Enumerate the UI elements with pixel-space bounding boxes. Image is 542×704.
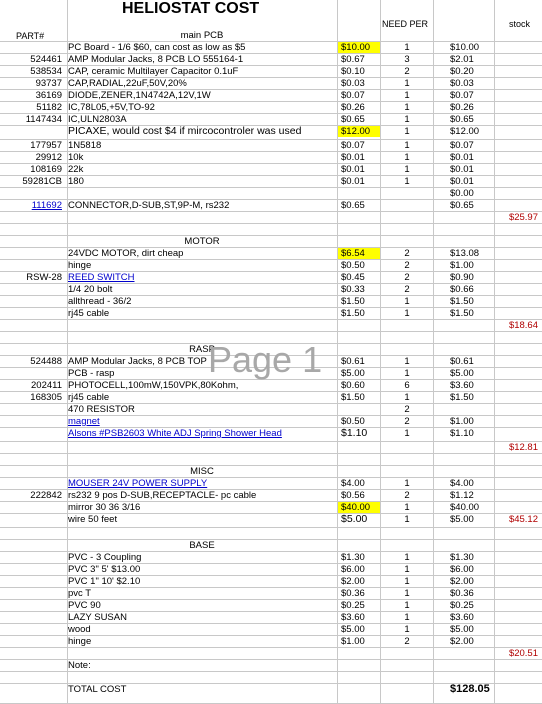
- quantity-cell: 1: [404, 392, 410, 403]
- description-cell: wood: [68, 624, 91, 635]
- table-row: [0, 224, 542, 236]
- quantity-cell: 1: [404, 588, 410, 599]
- table-row: [0, 176, 542, 188]
- table-row: [0, 612, 542, 624]
- unit-price-cell: $0.50: [341, 260, 365, 271]
- description-cell: 22k: [68, 164, 84, 175]
- part-number-cell: 36169: [35, 90, 62, 101]
- need-per-header: NEED PER: [382, 19, 429, 29]
- unit-price-cell: $1.50: [341, 392, 365, 403]
- quantity-cell: 1: [404, 102, 410, 113]
- unit-price-cell: $1.00: [341, 636, 365, 647]
- line-total-cell: $0.01: [450, 164, 474, 175]
- table-row: [0, 514, 542, 528]
- line-total-cell: $4.00: [450, 478, 474, 489]
- line-total-cell: $40.00: [450, 502, 480, 513]
- unit-price-cell: $0.07: [341, 140, 365, 151]
- line-total-cell: $128.05: [450, 684, 490, 695]
- table-row: [0, 188, 542, 200]
- quantity-cell: 2: [404, 272, 410, 283]
- section-title: MOTOR: [184, 236, 220, 247]
- quantity-cell: 1: [404, 164, 410, 175]
- line-total-cell: $13.08: [450, 248, 480, 259]
- unit-price-cell: $10.00: [338, 42, 380, 53]
- line-total-cell: $2.00: [450, 636, 474, 647]
- description-cell: LAZY SUSAN: [68, 612, 127, 623]
- line-total-cell: $1.10: [450, 428, 474, 439]
- quantity-cell: 1: [404, 140, 410, 151]
- description-cell: 1/4 20 bolt: [68, 284, 113, 295]
- table-row: [0, 416, 542, 428]
- table-row: [0, 442, 542, 454]
- part-number-cell: 524488: [30, 356, 62, 367]
- description-cell: TOTAL COST: [68, 684, 127, 695]
- quantity-cell: 2: [404, 248, 410, 259]
- quantity-cell: 2: [404, 636, 410, 647]
- description-cell: MOUSER 24V POWER SUPPLY: [68, 478, 208, 489]
- line-total-cell: $5.00: [450, 514, 474, 525]
- part-number-cell: 1147434: [25, 114, 62, 125]
- description-cell: CONNECTOR,D-SUB,ST,9P-M, rs232: [68, 200, 230, 211]
- table-row: [0, 102, 542, 114]
- part-number-cell: 59281CB: [22, 176, 62, 187]
- table-row: [0, 114, 542, 126]
- table-row: [0, 648, 542, 660]
- part-number-cell: 202411: [31, 380, 62, 391]
- unit-price-cell: $0.60: [341, 380, 365, 391]
- quantity-cell: 1: [404, 114, 410, 125]
- table-row: [0, 392, 542, 404]
- description-cell: Alsons #PSB2603 White ADJ Spring Shower Head: [68, 428, 282, 439]
- table-row: [0, 636, 542, 648]
- table-row: [0, 308, 542, 320]
- description-cell: 1N5818: [68, 140, 102, 151]
- table-row: [0, 66, 542, 78]
- unit-price-cell: $0.25: [341, 600, 365, 611]
- quantity-cell: 1: [404, 126, 410, 137]
- subtotal-cell: $20.51: [508, 648, 538, 659]
- table-row: [0, 428, 542, 442]
- table-row: [0, 672, 542, 684]
- unit-price-cell: $3.60: [341, 612, 365, 623]
- unit-price-cell: $0.56: [341, 490, 365, 501]
- table-row: [0, 660, 542, 672]
- quantity-cell: 1: [404, 152, 410, 163]
- subtotal-cell: $12.81: [508, 442, 538, 453]
- line-total-cell: $10.00: [450, 42, 480, 53]
- table-row: [0, 212, 542, 224]
- line-total-cell: $2.01: [450, 54, 474, 65]
- page-watermark: Page 1: [208, 339, 323, 380]
- quantity-cell: 2: [404, 416, 410, 427]
- unit-price-cell: $0.01: [341, 164, 365, 175]
- part-number-header: PART#: [16, 31, 45, 41]
- unit-price-cell: $0.45: [341, 272, 365, 283]
- quantity-cell: 1: [404, 78, 410, 89]
- stock-header: stock: [509, 19, 531, 29]
- table-row: [0, 404, 542, 416]
- line-total-cell: $0.01: [450, 152, 474, 163]
- description-cell: wire 50 feet: [68, 514, 118, 525]
- table-row: [0, 140, 542, 152]
- table-row: [0, 564, 542, 576]
- description-cell: PCB - rasp: [68, 368, 115, 379]
- line-total-cell: $1.12: [450, 490, 474, 501]
- quantity-cell: 1: [404, 514, 410, 525]
- quantity-cell: 1: [404, 576, 410, 587]
- table-row: [0, 684, 542, 704]
- description-cell: allthread - 36/2: [68, 296, 132, 307]
- unit-price-cell: $0.61: [341, 356, 365, 367]
- section-title: main PCB: [180, 30, 224, 41]
- subtotal-cell: $18.64: [508, 320, 538, 331]
- section-title: MISC: [190, 466, 214, 477]
- quantity-cell: 1: [404, 624, 410, 635]
- section-title: RASP: [189, 344, 215, 355]
- table-row: [0, 296, 542, 308]
- description-cell: IC,ULN2803A: [68, 114, 127, 125]
- description-cell: 470 RESISTOR: [68, 404, 135, 415]
- line-total-cell: $5.00: [450, 368, 474, 379]
- subtotal-cell: $25.97: [508, 212, 538, 223]
- quantity-cell: 1: [404, 356, 410, 367]
- table-row: [0, 54, 542, 66]
- unit-price-cell: $0.26: [341, 102, 365, 113]
- table-row: [0, 320, 542, 332]
- quantity-cell: 1: [404, 308, 410, 319]
- table-row: [0, 478, 542, 490]
- description-cell: 24VDC MOTOR, dirt cheap: [68, 248, 184, 259]
- quantity-cell: 2: [404, 260, 410, 271]
- unit-price-cell: $1.50: [341, 296, 365, 307]
- part-number-cell: 524461: [30, 54, 62, 65]
- section-header-row: [0, 540, 542, 552]
- unit-price-cell: $6.54: [338, 248, 380, 259]
- quantity-cell: 1: [404, 90, 410, 101]
- line-total-cell: $0.65: [450, 200, 474, 211]
- unit-price-cell: $0.50: [341, 416, 365, 427]
- description-cell: rj45 cable: [68, 308, 110, 319]
- description-cell: PVC 3" 5' $13.00: [68, 564, 141, 575]
- unit-price-cell: $0.65: [341, 114, 365, 125]
- line-total-cell: $0.90: [450, 272, 474, 283]
- quantity-cell: 1: [404, 600, 410, 611]
- table-row: [0, 502, 542, 514]
- line-total-cell: $0.03: [450, 78, 474, 89]
- quantity-cell: 1: [404, 552, 410, 563]
- section-title: BASE: [189, 540, 215, 551]
- description-cell: PVC 1" 10' $2.10: [68, 576, 141, 587]
- unit-price-cell: $0.10: [341, 66, 365, 77]
- quantity-cell: 1: [404, 368, 410, 379]
- description-cell: PHOTOCELL,100mW,150VPK,80Kohm,: [68, 380, 239, 391]
- description-cell: AMP Modular Jacks, 8 PCB LO 555164-1: [68, 54, 244, 65]
- unit-price-cell: $0.33: [341, 284, 365, 295]
- description-cell: CAP, ceramic Multilayer Capacitor 0.1uF: [68, 66, 239, 77]
- section-header-row: [0, 236, 542, 248]
- description-cell: DIODE,ZENER,1N4742A,12V,1W: [68, 90, 211, 101]
- quantity-cell: 6: [404, 380, 410, 391]
- table-row: [0, 528, 542, 540]
- part-number-cell: 93737: [35, 78, 62, 89]
- quantity-cell: 2: [404, 284, 410, 295]
- line-total-cell: $0.65: [450, 114, 474, 125]
- unit-price-cell: $2.00: [341, 576, 365, 587]
- part-number-cell: 51182: [36, 102, 62, 113]
- table-row: [0, 600, 542, 612]
- line-total-cell: $0.66: [450, 284, 474, 295]
- line-total-cell: $1.50: [450, 296, 474, 307]
- section-header-row: [0, 30, 542, 42]
- quantity-cell: 1: [404, 296, 410, 307]
- unit-price-cell: $0.07: [341, 90, 365, 101]
- line-total-cell: $1.00: [450, 416, 474, 427]
- unit-price-cell: $0.36: [341, 588, 365, 599]
- part-number-cell: 111692: [31, 200, 62, 211]
- table-row: [0, 272, 542, 284]
- line-total-cell: $3.60: [450, 380, 474, 391]
- line-total-cell: $0.25: [450, 600, 474, 611]
- table-row: [0, 284, 542, 296]
- quantity-cell: 1: [404, 428, 410, 439]
- description-cell: PICAXE, would cost $4 if mircocontroler was used: [68, 126, 302, 137]
- unit-price-cell: $40.00: [338, 502, 380, 513]
- line-total-cell: $5.00: [450, 624, 474, 635]
- part-number-cell: RSW-28: [26, 272, 62, 283]
- table-row: [0, 624, 542, 636]
- description-cell: PVC - 3 Coupling: [68, 552, 142, 563]
- table-row: [0, 490, 542, 502]
- line-total-cell: $0.61: [450, 356, 474, 367]
- unit-price-cell: $0.01: [341, 152, 365, 163]
- description-cell: magnet: [68, 416, 100, 427]
- unit-price-cell: $0.67: [341, 54, 365, 65]
- description-cell: pvc T: [68, 588, 92, 599]
- quantity-cell: 1: [404, 176, 410, 187]
- line-total-cell: $1.50: [450, 392, 474, 403]
- table-row: [0, 200, 542, 212]
- table-row: [0, 588, 542, 600]
- unit-price-cell: $5.00: [341, 624, 365, 635]
- unit-price-cell: $0.01: [341, 176, 365, 187]
- description-cell: CAP,RADIAL,22uF,50V,20%: [68, 78, 187, 89]
- description-cell: Note:: [68, 660, 91, 671]
- description-cell: mirror 30 36 3/16: [68, 502, 141, 513]
- description-cell: IC,78L05,+5V,TO-92: [68, 102, 155, 113]
- unit-price-cell: $0.65: [341, 200, 365, 211]
- line-total-cell: $3.60: [450, 612, 474, 623]
- line-total-cell: $0.20: [450, 66, 474, 77]
- line-total-cell: $1.30: [450, 552, 474, 563]
- unit-price-cell: $1.50: [341, 308, 365, 319]
- table-row: [0, 164, 542, 176]
- sheet-title: HELIOSTAT COST: [122, 0, 260, 17]
- unit-price-cell: $1.30: [341, 552, 365, 563]
- line-total-cell: $1.00: [450, 260, 474, 271]
- section-header-row: [0, 466, 542, 478]
- description-cell: REED SWITCH: [68, 272, 135, 283]
- line-total-cell: $0.36: [450, 588, 474, 599]
- part-number-cell: 222842: [30, 490, 62, 501]
- table-row: [0, 576, 542, 588]
- line-total-cell: $2.00: [450, 576, 474, 587]
- subtotal-cell: $45.12: [508, 514, 538, 525]
- unit-price-cell: $1.10: [341, 428, 368, 439]
- table-row: [0, 260, 542, 272]
- description-cell: PC Board - 1/6 $60, can cost as low as $5: [68, 42, 246, 53]
- table-row: [0, 380, 542, 392]
- line-total-cell: $0.07: [450, 90, 474, 101]
- unit-price-cell: $5.00: [341, 368, 365, 379]
- line-total-cell: $6.00: [450, 564, 474, 575]
- part-number-cell: 108169: [30, 164, 62, 175]
- unit-price-cell: $12.00: [338, 126, 380, 137]
- table-row: [0, 126, 542, 140]
- quantity-cell: 1: [404, 478, 410, 489]
- description-cell: 10k: [68, 152, 84, 163]
- table-row: [0, 552, 542, 564]
- description-cell: rj45 cable: [68, 392, 110, 403]
- table-row: [0, 42, 542, 54]
- description-cell: PVC 90: [68, 600, 101, 611]
- description-cell: hinge: [68, 636, 92, 647]
- part-number-cell: 538534: [30, 66, 62, 77]
- quantity-cell: 3: [404, 54, 410, 65]
- quantity-cell: 1: [404, 502, 410, 513]
- description-cell: AMP Modular Jacks, 8 PCB TOP: [68, 356, 207, 367]
- table-row: [0, 152, 542, 164]
- unit-price-cell: $4.00: [341, 478, 365, 489]
- line-total-cell: $12.00: [450, 126, 480, 137]
- line-total-cell: $0.26: [450, 102, 474, 113]
- quantity-cell: 1: [404, 612, 410, 623]
- quantity-cell: 1: [404, 564, 410, 575]
- unit-price-cell: $5.00: [341, 514, 368, 525]
- description-cell: 180: [68, 176, 84, 187]
- quantity-cell: 2: [404, 404, 410, 415]
- quantity-cell: 2: [404, 66, 410, 77]
- quantity-cell: 2: [404, 490, 410, 501]
- description-cell: hinge: [68, 260, 92, 271]
- unit-price-cell: $0.03: [341, 78, 365, 89]
- table-row: [0, 248, 542, 260]
- line-total-cell: $0.00: [450, 188, 474, 199]
- table-row: [0, 78, 542, 90]
- quantity-cell: 1: [404, 42, 410, 53]
- table-row: [0, 90, 542, 102]
- part-number-cell: 177957: [30, 140, 62, 151]
- part-number-cell: 29912: [35, 152, 62, 163]
- table-row: [0, 454, 542, 466]
- description-cell: rs232 9 pos D-SUB,RECEPTACLE- pc cable: [68, 490, 257, 501]
- part-number-cell: 168305: [30, 392, 62, 403]
- line-total-cell: $0.01: [450, 176, 474, 187]
- unit-price-cell: $6.00: [341, 564, 365, 575]
- line-total-cell: $1.50: [450, 308, 474, 319]
- line-total-cell: $0.07: [450, 140, 474, 151]
